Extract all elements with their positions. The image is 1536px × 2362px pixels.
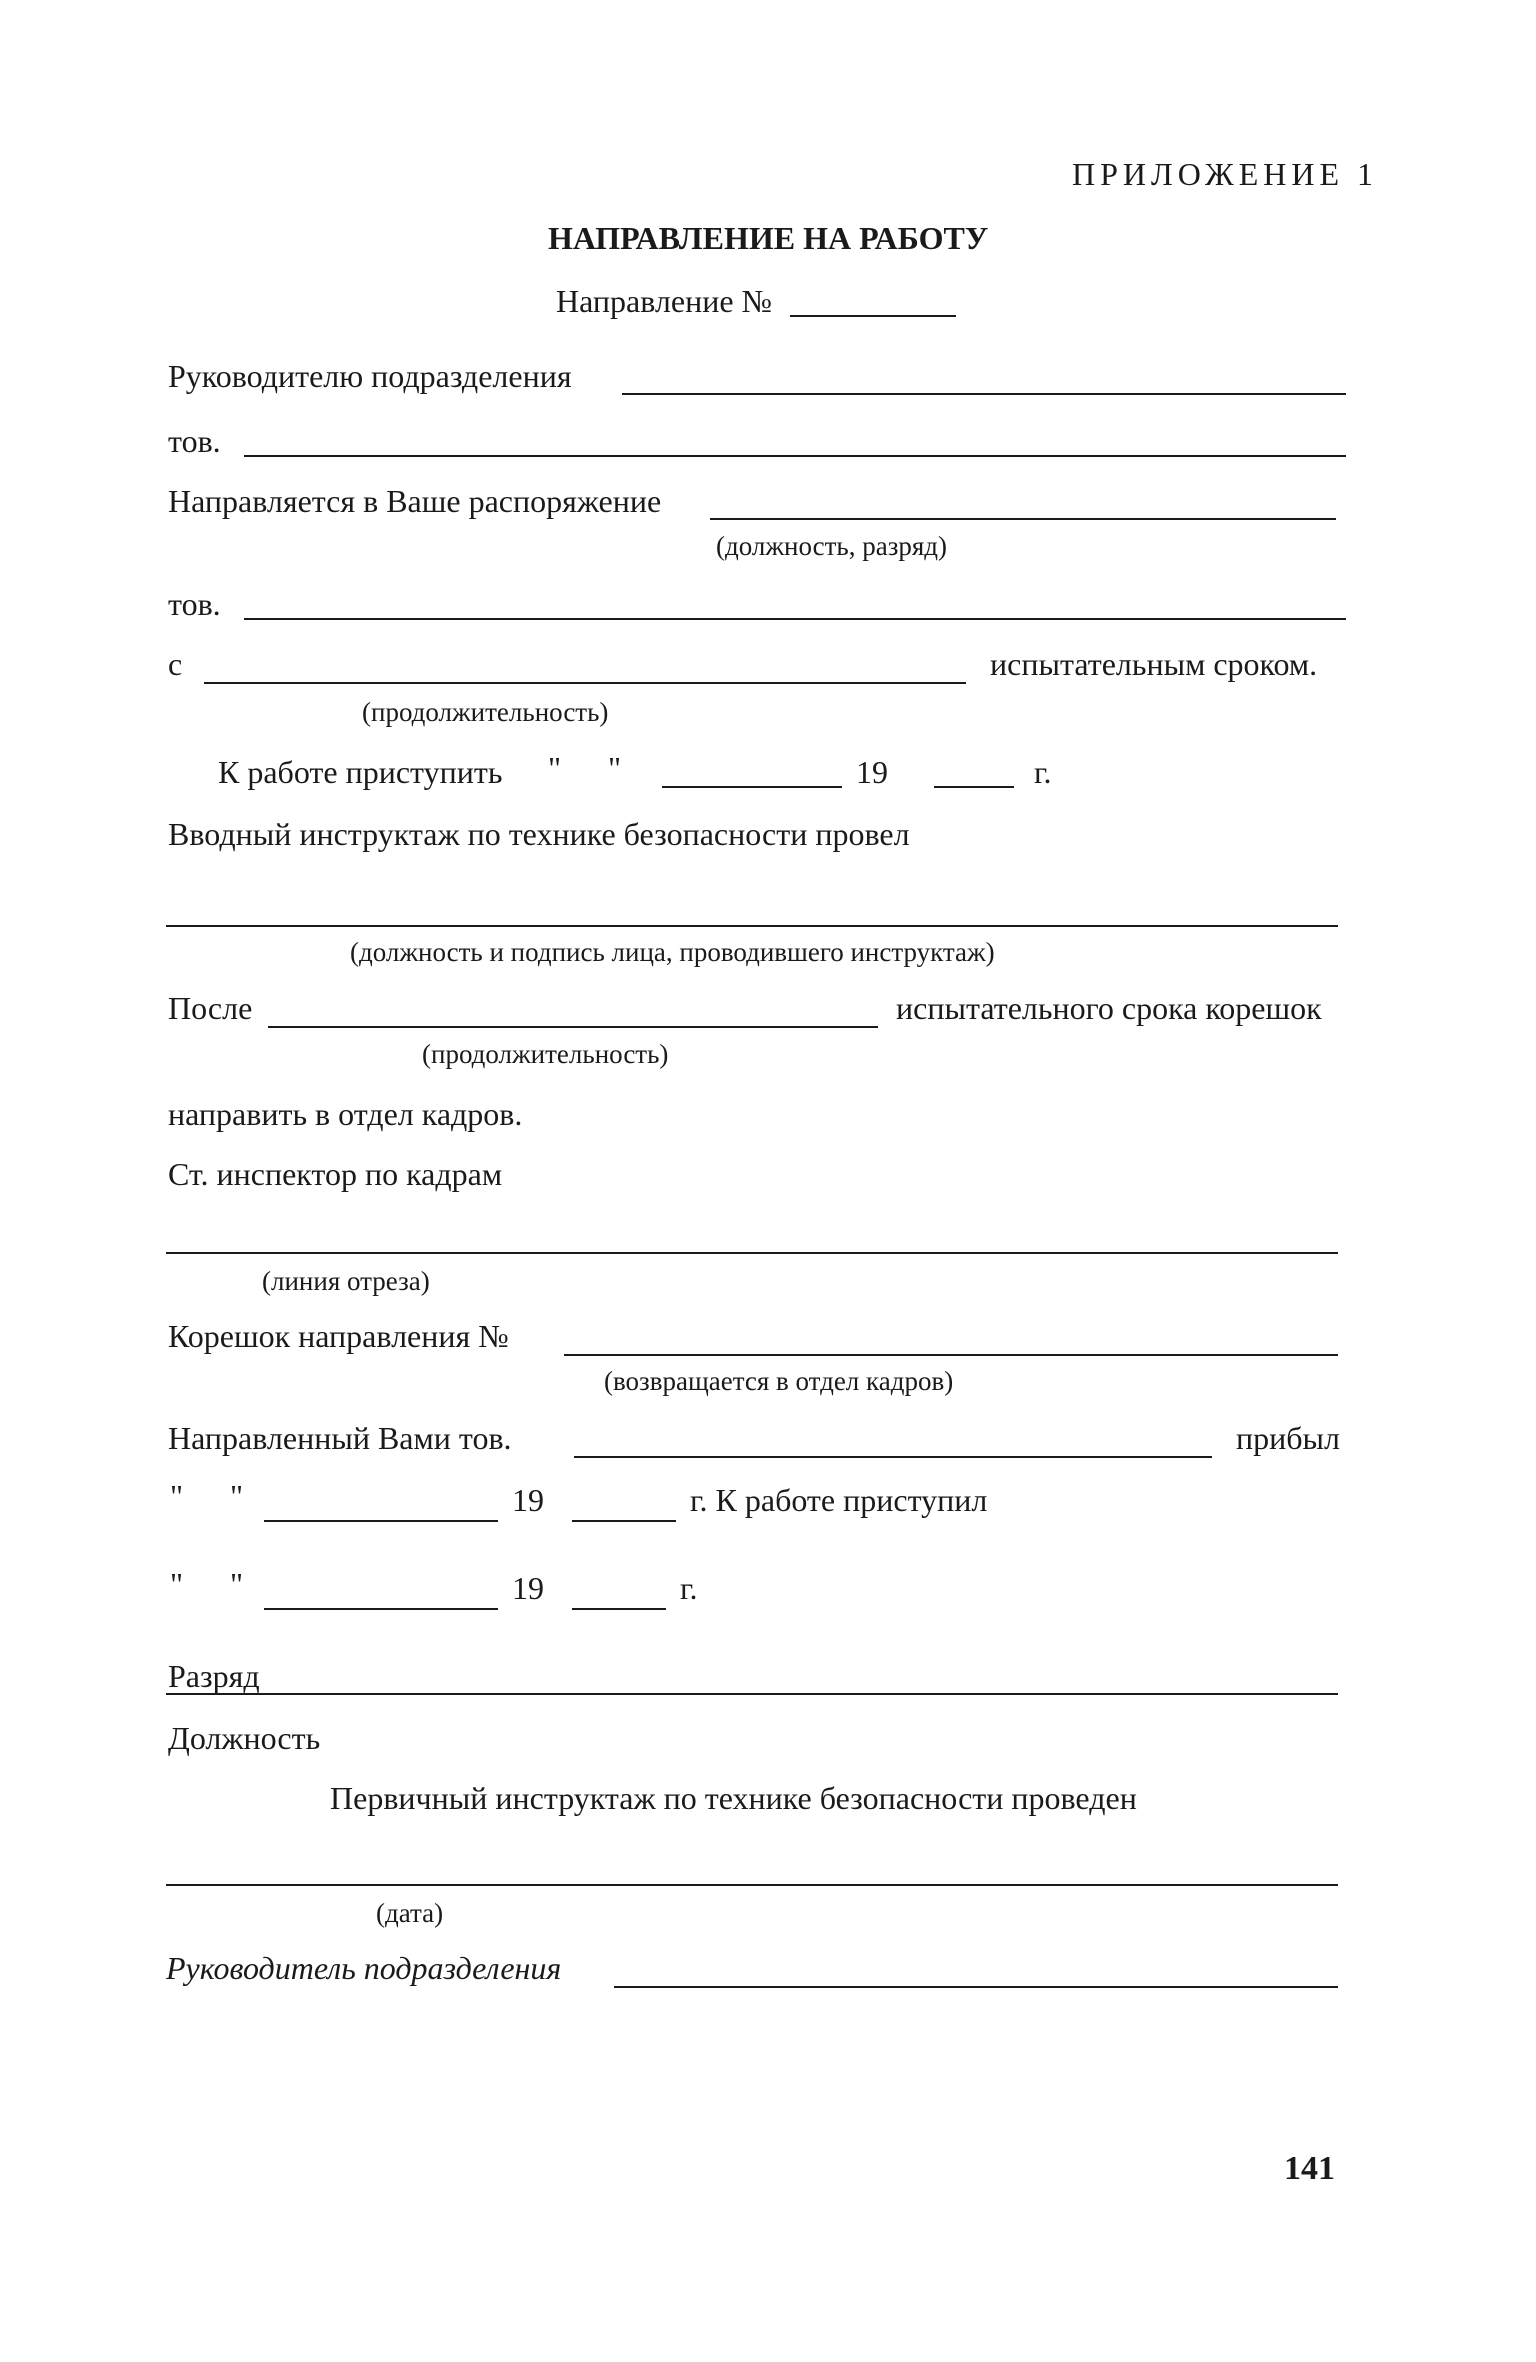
duration-hint-1: (продолжительность) <box>362 697 609 727</box>
grade-field[interactable] <box>166 1693 1338 1695</box>
page-title: НАПРАВЛЕНИЕ НА РАБОТУ <box>548 220 989 256</box>
stub-number-field[interactable] <box>564 1354 1338 1356</box>
position-hint: (должность, разряд) <box>716 531 948 561</box>
duration-hint-2: (продолжительность) <box>422 1039 669 1069</box>
appendix-label: ПРИЛОЖЕНИЕ 1 <box>1072 156 1379 192</box>
stub-quote-open-2: " <box>170 1566 184 1602</box>
start-month-field-2[interactable] <box>264 1608 498 1610</box>
cut-hint: (линия отреза) <box>262 1266 430 1296</box>
stub-quote-close-1: " <box>230 1478 244 1514</box>
direction-number-label: Направление № <box>556 283 773 319</box>
s-label: с <box>168 646 183 682</box>
start-year-field[interactable] <box>934 786 1014 788</box>
cut-line <box>166 1252 1338 1254</box>
stub-number-label: Корешок направления № <box>168 1318 509 1354</box>
year-suffix: г. <box>1034 754 1052 790</box>
return-hint: (возвращается в отдел кадров) <box>604 1366 954 1396</box>
briefing-hint: (должность и подпись лица, проводившего инструктаж) <box>350 937 995 967</box>
tov-label-2: тов. <box>168 586 221 622</box>
briefing-label: Вводный инструктаж по технике безопасности провел <box>168 816 910 852</box>
briefing-signature-field[interactable] <box>166 925 1338 927</box>
position-label: Должность <box>168 1720 321 1756</box>
probation-duration-field[interactable] <box>204 682 966 684</box>
date-hint: (дата) <box>376 1898 444 1928</box>
direction-number-field[interactable] <box>790 315 956 317</box>
tov-label-1: тов. <box>168 423 221 459</box>
primary-briefing-label: Первичный инструктаж по технике безопасности проведен <box>330 1780 1137 1816</box>
head-field[interactable] <box>622 393 1346 395</box>
probation-label: испытательным сроком. <box>990 646 1318 682</box>
stub-year-prefix-2: 19 <box>512 1570 544 1606</box>
directed-label: Направляется в Ваше распоряжение <box>168 483 662 519</box>
quote-open: " <box>548 750 562 786</box>
after-duration-field[interactable] <box>268 1026 878 1028</box>
inspector-label: Ст. инспектор по кадрам <box>168 1156 503 1192</box>
page-number: 141 <box>1284 2150 1335 2187</box>
after-label: После <box>168 990 253 1026</box>
stub-directed-field[interactable] <box>574 1456 1212 1458</box>
stub-quote-close-2: " <box>230 1566 244 1602</box>
arrival-month-field[interactable] <box>264 1520 498 1522</box>
grade-label: Разряд <box>168 1658 260 1694</box>
stub-quote-open-1: " <box>170 1478 184 1514</box>
stub-year-suffix-2: г. <box>680 1570 698 1606</box>
start-label: К работе приступить <box>218 754 503 790</box>
send-label: направить в отдел кадров. <box>168 1096 523 1132</box>
arrived-label: прибыл <box>1236 1420 1340 1456</box>
stub-directed-label: Направленный Вами тов. <box>168 1420 512 1456</box>
stub-year-prefix-1: 19 <box>512 1482 544 1518</box>
quote-close: " <box>608 750 622 786</box>
head-label: Руководителю подразделения <box>168 358 572 394</box>
after-tail: испытательного срока корешок <box>896 990 1322 1026</box>
start-month-field[interactable] <box>662 786 842 788</box>
arrival-year-field[interactable] <box>572 1520 676 1522</box>
stub-head-signature-field[interactable] <box>614 1986 1338 1988</box>
year-prefix: 19 <box>856 754 888 790</box>
started-label: г. К работе приступил <box>690 1482 988 1518</box>
stub-head-label: Руководитель подразделения <box>166 1950 562 1986</box>
start-year-field-2[interactable] <box>572 1608 666 1610</box>
tov-field-1[interactable] <box>244 455 1346 457</box>
tov-field-2[interactable] <box>244 618 1346 620</box>
date-field[interactable] <box>166 1884 1338 1886</box>
position-field[interactable] <box>710 518 1336 520</box>
